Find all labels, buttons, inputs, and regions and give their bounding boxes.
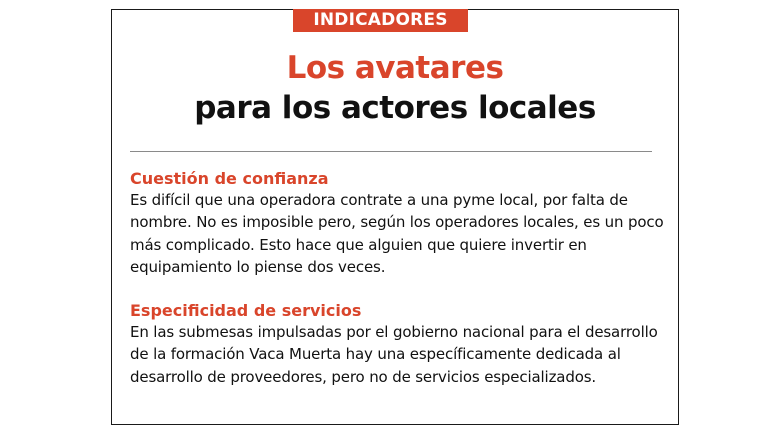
divider (130, 151, 652, 152)
section-body-especificidad: En las submesas impulsadas por el gobierno nacional para el desarrollo de la formación Vaca Muerta hay una específicamente dedicada al desarrollo de proveedores, pero no de servicios especializados. (130, 323, 658, 386)
headline-line-2: para los actores locales (194, 90, 596, 126)
section-body-confianza: Es difícil que una operadora contrate a una pyme local, por falta de nombre. No es imposible pero, según los operadores locales, es un poco más complicado. Esto hace que alguien que quiere invertir en equipamiento lo piense dos veces. (130, 191, 664, 276)
section-heading-especificidad: Especificidad de servicios (130, 301, 362, 320)
section-heading-confianza: Cuestión de confianza (130, 169, 329, 188)
headline-line-1: Los avatares (286, 50, 504, 86)
section-tag: INDICADORES (293, 9, 468, 32)
